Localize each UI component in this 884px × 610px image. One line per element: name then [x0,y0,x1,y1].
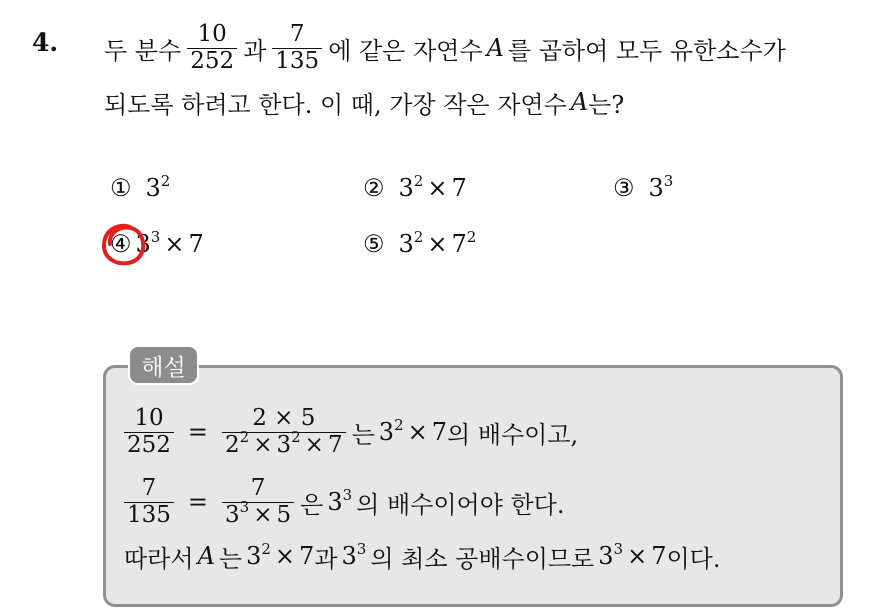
explanation-text: 의 배수이고, [447,420,579,449]
question-text-line2b: 는? [588,90,625,119]
question-text-and: 과 [243,36,267,65]
choice-factor: 7 [188,230,204,258]
fraction-denominator: 135 [124,502,174,529]
choice-marker: ① [110,174,132,202]
fraction-10-252 [124,406,174,459]
fraction-numerator: 10 [197,20,227,47]
fraction-numerator: 7 [250,474,266,501]
fraction-denominator: 252 [124,432,174,459]
choice-marker: ③ [613,174,635,202]
choice-exponent: 3 [663,172,674,190]
choice-exponent: 2 [160,172,171,190]
question-text-part1: 두 분수 [104,36,182,65]
fraction-denominator: $3^3 \times 5$ [222,502,294,529]
choice-marker: ⑤ [363,230,385,258]
explanation-text: 는 [351,420,375,449]
fraction-numerator: 7 [141,474,157,501]
math-expression: $3^3 \times 7$ [598,540,667,570]
explanation-text: 이다. [666,544,721,573]
variable-a: A [486,34,504,62]
question-text-part3: 를 곱하여 모두 유한소수가 [507,36,786,65]
fraction-denominator: $2^2 \times 3^2 \times 7$ [222,432,346,459]
choice-factor: 7 [451,174,467,202]
answer-circle-mark [100,222,148,268]
choice-base: 3 [398,230,414,258]
explanation-text: 과 [314,544,338,573]
explanation-text: 의 최소 공배수이므로 [370,544,595,573]
fraction-7-135 [124,476,174,529]
equals-sign: = [187,418,209,446]
fraction-10-252 [187,22,237,75]
choice-3[interactable] [613,174,673,202]
times-sign: × [427,174,448,202]
fraction-factored [222,406,346,459]
variable-a: A [570,88,589,116]
choice-exponent: 2 [413,172,424,190]
explanation-tab: 해설 [128,345,199,385]
fraction-numerator: 2 × 5 [252,404,316,431]
fraction-numerator: 10 [134,404,164,431]
explanation-text: 은 [300,490,324,519]
math-expression: $3^2 \times 7$ [246,540,315,570]
explanation-text: 따라서 [124,544,194,573]
times-sign: × [164,230,185,258]
variable-a: A [197,542,215,570]
choice-factor: 7 [451,230,467,258]
explanation-line-1 [118,392,578,472]
choice-marker: ② [363,174,385,202]
choice-base: 3 [135,230,151,258]
explanation-text: 는 [218,544,243,573]
math-expression: $3^3$ [327,486,353,516]
math-expression: $3^3$ [341,540,367,570]
question-line-2 [104,82,624,122]
equals-sign: = [187,488,209,516]
fraction-numerator: 7 [289,20,305,47]
question-text-line2a: 되도록 하려고 한다. 이 때, 가장 작은 자연수 [104,90,567,119]
fraction-denominator: 135 [272,48,322,75]
question-line-1 [104,8,786,88]
choice-5[interactable] [363,230,476,258]
choice-base: 3 [145,174,161,202]
choice-exponent: 2 [413,228,424,246]
choice-exponent: 2 [466,228,477,246]
fraction-7-135 [272,22,322,75]
choice-exponent: 3 [150,228,161,246]
fraction-denominator: 252 [187,48,237,75]
choice-base: 3 [648,174,664,202]
choice-2[interactable] [363,174,467,202]
times-sign: × [427,230,448,258]
choice-marker: ④ [110,230,132,258]
math-expression: $3^2 \times 7$ [378,416,447,446]
explanation-text: 의 배수이어야 한다. [356,490,565,519]
explanation-line-2 [118,462,565,542]
explanation-line-3 [124,536,720,576]
choice-1[interactable] [110,174,170,202]
choice-base: 3 [398,174,414,202]
question-text-part2: 에 같은 자연수 [328,36,483,65]
fraction-factored [222,476,294,529]
question-number: 4. [32,28,59,57]
